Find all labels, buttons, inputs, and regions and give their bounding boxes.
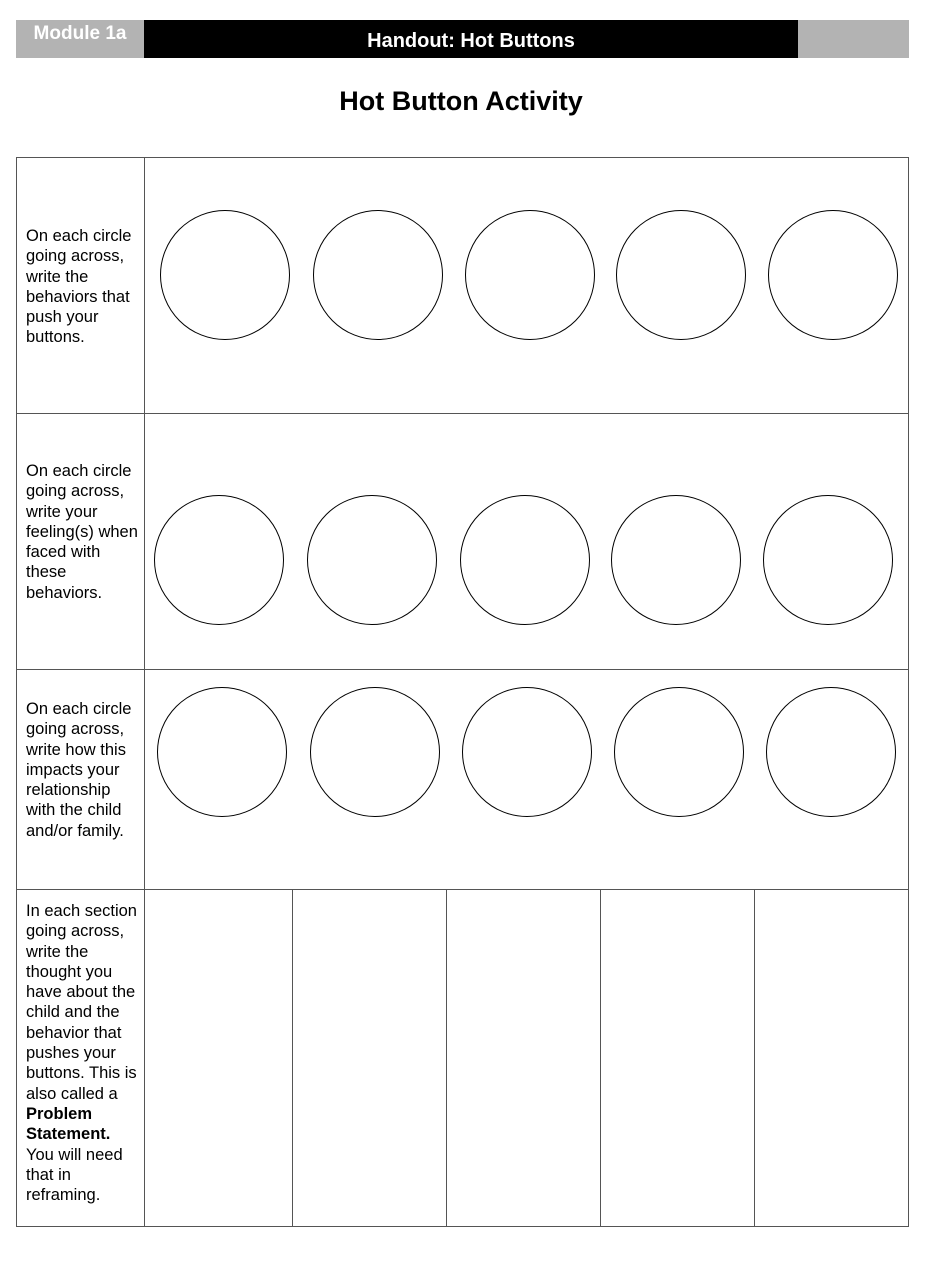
behavior-circle[interactable] <box>616 210 746 340</box>
row-2-instruction: On each circle going across, write your feeling(s) when faced with these behaviors. <box>26 462 138 602</box>
row-4-instruction-tail: You will need that in reframing. <box>26 1145 123 1205</box>
row-divider <box>16 413 909 414</box>
row-4-instruction <box>26 901 138 1205</box>
behavior-circle[interactable] <box>465 210 595 340</box>
impact-circle[interactable] <box>310 687 440 817</box>
row-divider <box>16 669 909 670</box>
thought-section[interactable] <box>145 890 292 1226</box>
row-3-instruction: On each circle going across, write how this impacts your relationship with the child and/or family. <box>26 700 132 840</box>
thought-section[interactable] <box>293 890 446 1226</box>
module-label: Module 1a <box>33 23 127 44</box>
page-title: Hot Button Activity <box>339 86 583 116</box>
feeling-circle[interactable] <box>154 495 284 625</box>
handout-title: Handout: Hot Buttons <box>367 30 575 52</box>
impact-circle[interactable] <box>157 687 287 817</box>
thought-section[interactable] <box>447 890 600 1226</box>
feeling-circle[interactable] <box>763 495 893 625</box>
impact-circle[interactable] <box>462 687 592 817</box>
impact-circle[interactable] <box>766 687 896 817</box>
thought-section[interactable] <box>601 890 754 1226</box>
impact-circle[interactable] <box>614 687 744 817</box>
feeling-circle[interactable] <box>307 495 437 625</box>
feeling-circle[interactable] <box>460 495 590 625</box>
behavior-circle[interactable] <box>313 210 443 340</box>
problem-statement-term: Problem Statement. <box>26 1104 111 1144</box>
feeling-circle[interactable] <box>611 495 741 625</box>
row-1-instruction: On each circle going across, write the behaviors that push your buttons. <box>26 227 132 347</box>
thought-section[interactable] <box>755 890 908 1226</box>
row-4-instruction-text: In each section going across, write the thought you have about the child and the behavior that pushes your buttons. This is also called a <box>26 902 137 1103</box>
behavior-circle[interactable] <box>160 210 290 340</box>
behavior-circle[interactable] <box>768 210 898 340</box>
